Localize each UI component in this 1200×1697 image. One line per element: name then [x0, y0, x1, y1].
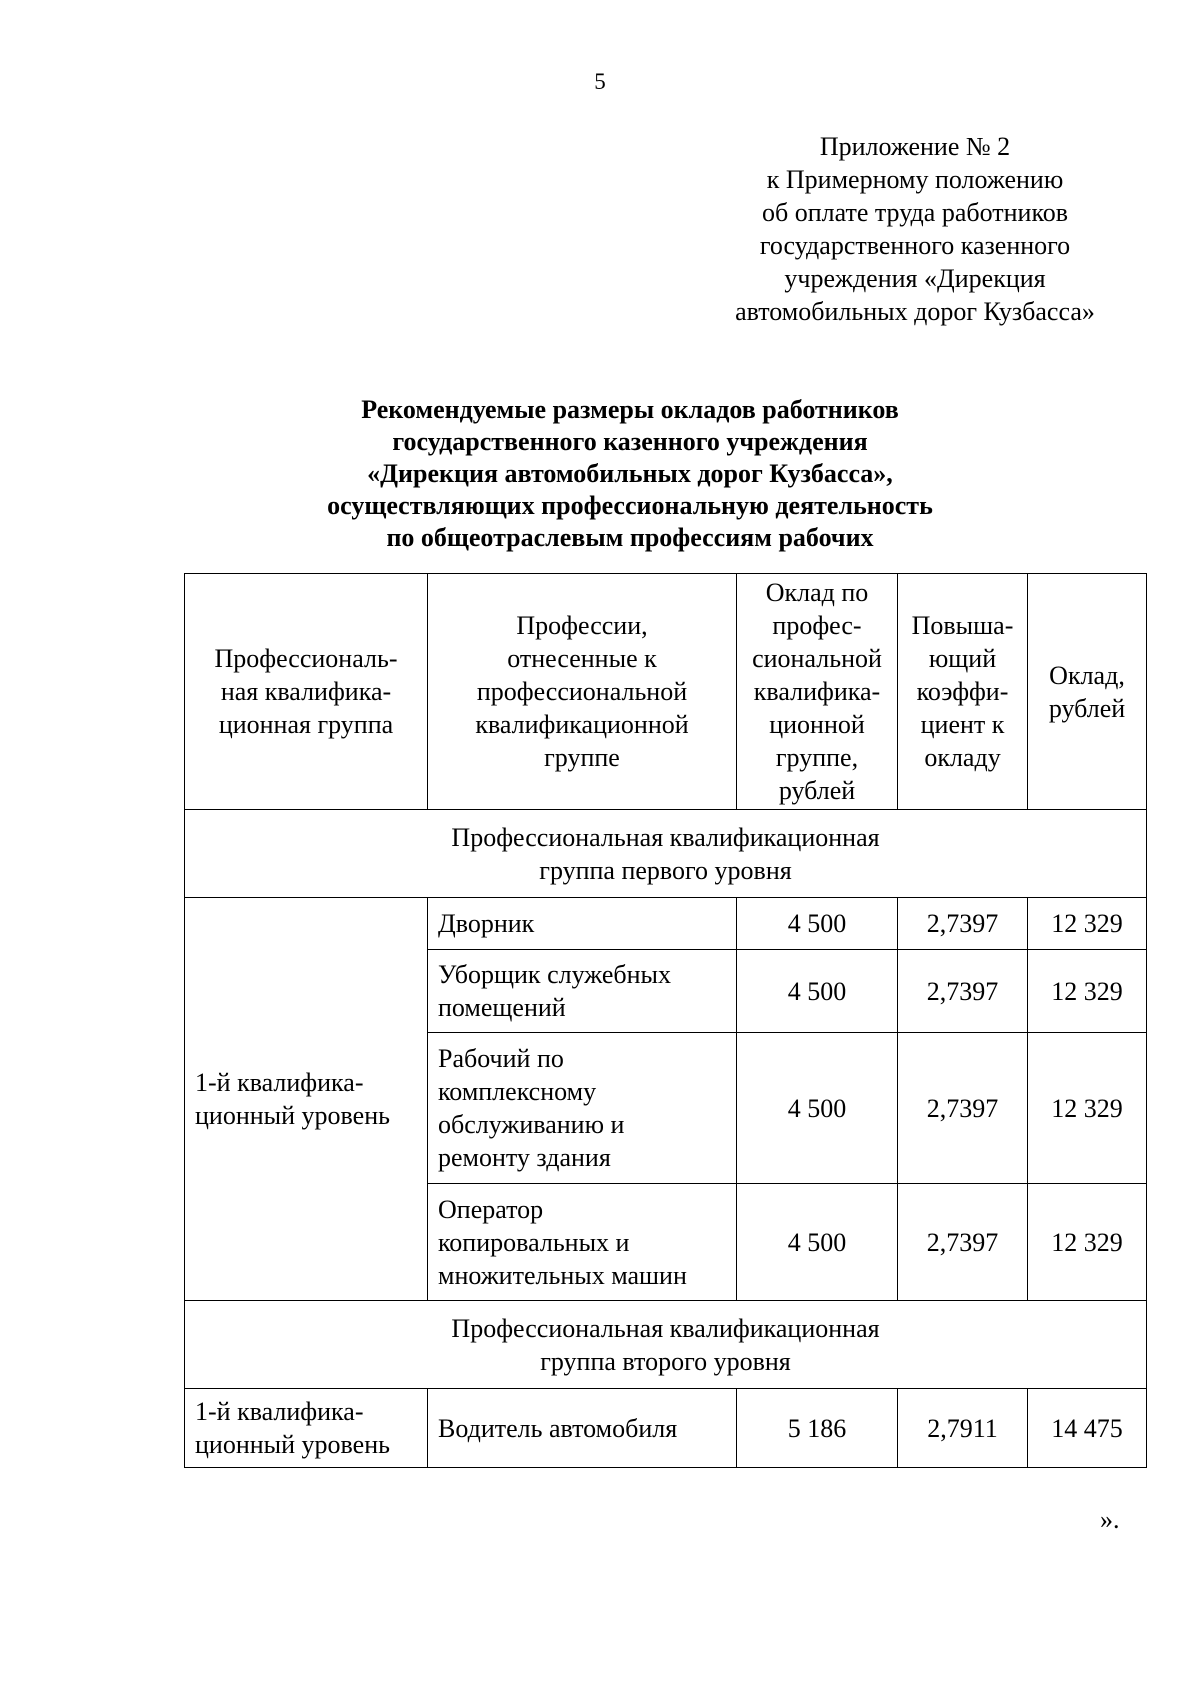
header-professions: Профессии, отнесенные к профессиональной квалификационной группе: [428, 574, 737, 810]
profession-cell: Дворник: [428, 898, 737, 950]
salary-cell: 12 329: [1028, 1184, 1147, 1301]
profession-cell: Водитель автомобиля: [428, 1389, 737, 1468]
base-salary-cell: 5 186: [737, 1389, 898, 1468]
header-base-salary: Оклад по профес- сиональной квалифика- ционной группе, рублей: [737, 574, 898, 810]
group-title: Профессиональная квалификационная группа первого уровня: [185, 810, 1147, 898]
base-salary-cell: 4 500: [737, 898, 898, 950]
table-header-row: [185, 574, 1147, 810]
salary-cell: 12 329: [1028, 1033, 1147, 1184]
group-title-row: [185, 1301, 1147, 1389]
appendix-line: автомобильных дорог Кузбасса»: [735, 297, 1095, 326]
base-salary-cell: 4 500: [737, 1033, 898, 1184]
appendix-line: Приложение № 2: [819, 132, 1011, 161]
header-coefficient: Повыша- ющий коэффи- циент к окладу: [898, 574, 1028, 810]
table-row: [185, 898, 1147, 950]
page-number: 5: [594, 69, 606, 94]
title-line: «Дирекция автомобильных дорог Кузбасса»,: [367, 459, 893, 488]
base-salary-cell: 4 500: [737, 950, 898, 1033]
appendix-line: учреждения «Дирекция: [784, 264, 1046, 293]
appendix-heading: [705, 130, 1125, 328]
profession-cell: Уборщик служебных помещений: [428, 950, 737, 1033]
appendix-line: государственного казенного: [759, 231, 1071, 260]
document-title: [250, 394, 1010, 554]
profession-cell: Оператор копировальных и множительных машин: [428, 1184, 737, 1301]
group-title: Профессиональная квалификационная группа второго уровня: [185, 1301, 1147, 1389]
profession-cell: Рабочий по комплексному обслуживанию и ремонту здания: [428, 1033, 737, 1184]
coefficient-cell: 2,7397: [898, 1184, 1028, 1301]
title-line: осуществляющих профессиональную деятельность: [327, 491, 933, 520]
closing-quote-mark: ».: [1100, 1505, 1120, 1534]
coefficient-cell: 2,7397: [898, 1033, 1028, 1184]
coefficient-cell: 2,7911: [898, 1389, 1028, 1468]
base-salary-cell: 4 500: [737, 1184, 898, 1301]
title-line: по общеотраслевым профессиям рабочих: [386, 523, 874, 552]
group-title-row: [185, 810, 1147, 898]
qualification-level: 1-й квалифика- ционный уровень: [185, 1389, 428, 1468]
header-qualification-group: Профессиональ- ная квалифика- ционная группа: [185, 574, 428, 810]
salary-cell: 12 329: [1028, 898, 1147, 950]
coefficient-cell: 2,7397: [898, 950, 1028, 1033]
appendix-line: об оплате труда работников: [761, 198, 1069, 227]
salary-table: [184, 573, 1147, 1468]
header-salary: Оклад, рублей: [1028, 574, 1147, 810]
title-line: государственного казенного учреждения: [392, 427, 868, 456]
table-row: [185, 1389, 1147, 1468]
title-line: Рекомендуемые размеры окладов работников: [361, 395, 899, 424]
coefficient-cell: 2,7397: [898, 898, 1028, 950]
salary-cell: 12 329: [1028, 950, 1147, 1033]
salary-cell: 14 475: [1028, 1389, 1147, 1468]
appendix-line: к Примерному положению: [766, 165, 1064, 194]
qualification-level: 1-й квалифика- ционный уровень: [185, 898, 428, 1301]
